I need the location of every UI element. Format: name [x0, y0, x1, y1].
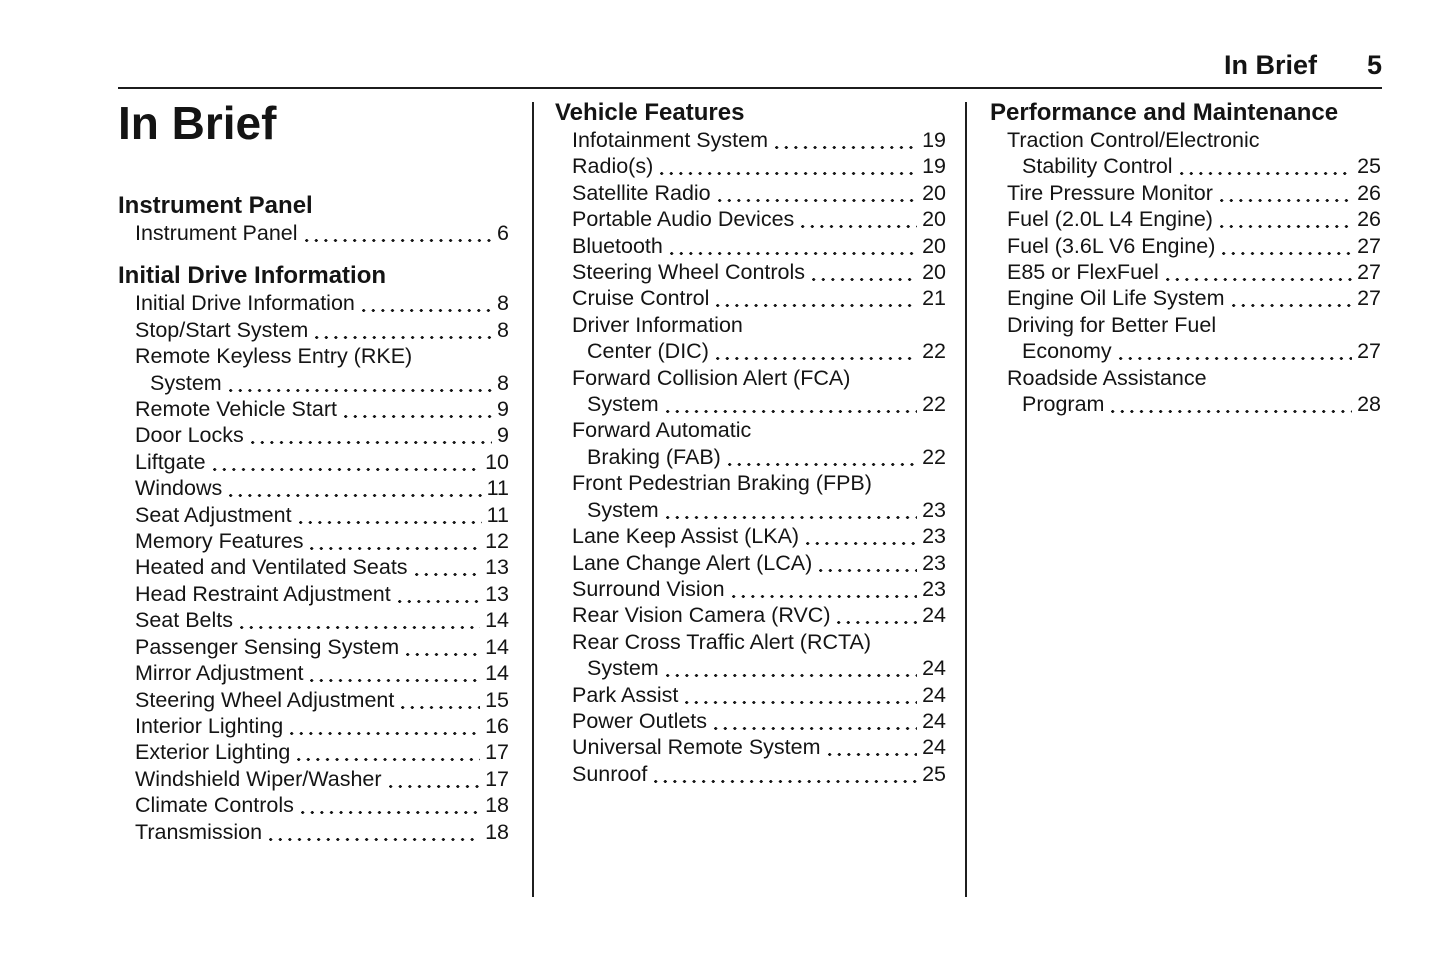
leader-dots: [213, 449, 481, 475]
toc-entry: [118, 634, 509, 660]
toc-entry-continuation: [135, 370, 509, 396]
toc-entry: [555, 285, 946, 311]
toc-section: [118, 192, 509, 246]
toc-entry-label: Door Locks: [135, 423, 244, 448]
toc-entry-page: 24: [922, 708, 946, 733]
toc-entry-label: Fuel (3.6L V6 Engine): [1007, 233, 1216, 258]
toc-entry: [555, 233, 946, 259]
toc-entry: [555, 708, 946, 734]
leader-dots: [685, 682, 917, 708]
leader-dots: [728, 444, 917, 470]
toc-entry-label: Forward Automatic: [572, 418, 752, 443]
toc-entry-label: Heated and Ventilated Seats: [135, 555, 408, 580]
toc-entry: [118, 819, 509, 845]
toc-entry-label: Seat Belts: [135, 608, 233, 633]
toc-entry-page: 18: [485, 793, 509, 818]
toc-entry-page: 26: [1357, 180, 1381, 205]
toc-entry-page: 9: [497, 397, 509, 422]
section-heading: Instrument Panel: [118, 192, 313, 219]
toc-entry: [118, 396, 509, 422]
toc-entry: [555, 312, 946, 365]
toc-entry-label: Forward Collision Alert (FCA): [572, 365, 851, 390]
toc-entry: [118, 554, 509, 580]
toc-entry: [990, 259, 1381, 285]
toc-entry-page: 24: [922, 603, 946, 628]
toc-entry-page: 8: [497, 317, 509, 342]
toc-entry-page: 23: [922, 497, 946, 522]
toc-entry: [555, 417, 946, 470]
toc-entry-continuation: [1007, 391, 1381, 417]
toc-entry: [555, 761, 946, 787]
leader-dots: [1111, 391, 1352, 417]
toc-entry-label: Seat Adjustment: [135, 502, 292, 527]
toc-entry-label: Traction Control/Electronic: [1007, 128, 1260, 152]
toc-entry-page: 16: [485, 713, 509, 738]
toc-entry-label: Infotainment System: [572, 128, 768, 152]
toc-entry-label: Steering Wheel Adjustment: [135, 687, 395, 712]
toc-entry-page: 21: [922, 286, 946, 311]
toc-entry-page: 11: [486, 476, 509, 501]
toc-entry-page: 6: [497, 221, 509, 245]
toc-entry: [118, 528, 509, 554]
toc-column-2: [555, 99, 946, 897]
toc-entry-page: 24: [922, 656, 946, 681]
toc-entry-page: 23: [922, 524, 946, 549]
toc-entry: [118, 317, 509, 343]
leader-dots: [299, 502, 482, 528]
leader-dots: [398, 581, 480, 607]
toc-entry: [555, 576, 946, 602]
toc-entry: [555, 602, 946, 628]
toc-entry-page: 13: [485, 555, 509, 580]
toc-entry-page: 8: [497, 370, 509, 395]
leader-dots: [240, 607, 480, 633]
toc-entry-continuation: [572, 391, 946, 417]
leader-dots: [406, 634, 480, 660]
toc-entry-label: Head Restraint Adjustment: [135, 581, 391, 606]
toc-entry-label: Windows: [135, 476, 223, 501]
toc-entry-label: Driver Information: [572, 312, 743, 337]
leader-dots: [315, 317, 492, 343]
toc-entry-label: Stability Control: [1022, 154, 1173, 179]
leader-dots: [389, 766, 481, 792]
leader-dots: [666, 655, 917, 681]
toc-entry-label: Portable Audio Devices: [572, 207, 795, 232]
toc-entry: [555, 629, 946, 682]
section-heading: Initial Drive Information: [118, 262, 387, 290]
toc-entry-label: Interior Lighting: [135, 713, 284, 738]
leader-dots: [251, 422, 492, 448]
toc-entry-page: 17: [485, 766, 509, 791]
toc-entry-label: Center (DIC): [587, 339, 709, 364]
toc-entry-page: 19: [922, 154, 946, 179]
toc-entry-label: Mirror Adjustment: [135, 661, 304, 686]
toc-entry-label: Engine Oil Life System: [1007, 286, 1225, 311]
toc-entry-label: Bluetooth: [572, 233, 663, 258]
toc-entry-page: 25: [1357, 154, 1381, 179]
toc-entry: [118, 766, 509, 792]
toc-entry-page: 20: [922, 180, 946, 205]
leader-dots: [714, 708, 917, 734]
leader-dots: [310, 660, 480, 686]
toc-entry: [990, 233, 1381, 259]
toc-entry-page: 20: [922, 260, 946, 285]
leader-dots: [229, 370, 492, 396]
toc-entry: [990, 285, 1381, 311]
leader-dots: [1119, 338, 1352, 364]
manual-page: [118, 0, 1382, 897]
toc-entry: [118, 220, 509, 246]
toc-section: [555, 99, 946, 787]
leader-dots: [666, 391, 917, 417]
toc-entry-label: Rear Cross Traffic Alert (RCTA): [572, 629, 872, 654]
leader-dots: [819, 550, 917, 576]
toc-entry-page: 12: [485, 529, 509, 554]
leader-dots: [1180, 153, 1353, 179]
leader-dots: [310, 528, 480, 554]
toc-entry-page: 22: [922, 392, 946, 417]
toc-entry: [555, 127, 946, 153]
toc-entry-label: Stop/Start System: [135, 317, 309, 342]
column-divider: [965, 102, 967, 897]
toc-entry-page: 14: [485, 634, 509, 659]
leader-dots: [828, 734, 918, 760]
leader-dots: [401, 687, 480, 713]
toc-entry-continuation: [572, 444, 946, 470]
toc-entry-page: 14: [485, 661, 509, 686]
toc-entry: [118, 739, 509, 765]
leader-dots: [812, 259, 917, 285]
toc-entry: [555, 470, 946, 523]
toc-entry-page: 13: [485, 581, 509, 606]
leader-dots: [362, 290, 492, 316]
toc-entry-page: 27: [1357, 260, 1381, 285]
toc-entry-page: 27: [1357, 286, 1381, 311]
toc-entry-label: Remote Keyless Entry (RKE): [135, 344, 413, 369]
section-heading: Vehicle Features: [555, 99, 745, 126]
toc-entry-label: Passenger Sensing System: [135, 634, 400, 659]
toc-entry-page: 26: [1357, 207, 1381, 232]
toc-entry: [118, 422, 509, 448]
toc-entry-page: 27: [1357, 339, 1381, 364]
toc-entry-label: Tire Pressure Monitor: [1007, 180, 1213, 205]
toc-entry-label: Radio(s): [572, 154, 654, 179]
toc-entry: [555, 523, 946, 549]
toc-entry: [118, 687, 509, 713]
toc-column-1: [118, 99, 509, 897]
leader-dots: [670, 233, 917, 259]
toc-entry-label: Program: [1022, 392, 1105, 417]
toc-entry: [555, 206, 946, 232]
toc-entry-label: System: [587, 392, 659, 417]
toc-entry: [118, 449, 509, 475]
toc-entry-page: 15: [485, 687, 509, 712]
toc-entry-label: Surround Vision: [572, 576, 725, 601]
toc-entry-page: 11: [486, 502, 509, 527]
toc-entry-label: Exterior Lighting: [135, 740, 291, 765]
toc-entry-label: Rear Vision Camera (RVC): [572, 603, 831, 628]
toc-entry-label: Fuel (2.0L L4 Engine): [1007, 207, 1213, 232]
toc-entry: [118, 713, 509, 739]
toc-entry-label: Braking (FAB): [587, 444, 721, 469]
toc-section: [990, 99, 1381, 417]
toc-entry: [555, 153, 946, 179]
toc-entry-page: 20: [922, 233, 946, 258]
header-section-label: In Brief: [1223, 50, 1317, 80]
column-divider: [532, 102, 534, 897]
toc-entry: [555, 180, 946, 206]
leader-dots: [775, 127, 917, 153]
toc-entry-page: 28: [1357, 392, 1381, 417]
leader-dots: [290, 713, 480, 739]
toc-entry: [555, 550, 946, 576]
toc-entry-page: 8: [497, 291, 509, 316]
toc-entry-page: 25: [922, 761, 946, 786]
toc-entry-continuation: [572, 497, 946, 523]
toc-entry: [990, 312, 1381, 365]
toc-entry-page: 9: [497, 423, 509, 448]
leader-dots: [1166, 259, 1352, 285]
toc-entry-label: Liftgate: [135, 449, 206, 474]
leader-dots: [297, 739, 480, 765]
toc-column-3: [990, 99, 1381, 897]
toc-entry: [118, 581, 509, 607]
toc-entry: [118, 792, 509, 818]
toc-entry-label: Initial Drive Information: [135, 291, 355, 316]
toc-entry: [118, 290, 509, 316]
leader-dots: [269, 819, 480, 845]
toc-entry-page: 27: [1357, 233, 1381, 258]
toc-section: [118, 262, 509, 845]
toc-entry-label: Power Outlets: [572, 708, 708, 733]
leader-dots: [666, 497, 917, 523]
toc-entry-label: Memory Features: [135, 529, 304, 554]
toc-content: [118, 99, 1382, 897]
toc-entry-continuation: [1007, 153, 1381, 179]
leader-dots: [229, 475, 481, 501]
toc-entry-label: System: [150, 370, 222, 395]
toc-entry-label: Economy: [1022, 339, 1112, 364]
toc-entry-label: Steering Wheel Controls: [572, 260, 806, 285]
toc-entry: [118, 475, 509, 501]
toc-entry-page: 10: [485, 449, 509, 474]
toc-entry-label: Universal Remote System: [572, 735, 821, 760]
page-title: In Brief: [118, 97, 277, 149]
leader-dots: [654, 761, 917, 787]
toc-entry-label: Sunroof: [572, 761, 648, 786]
toc-entry: [555, 734, 946, 760]
toc-entry: [990, 127, 1381, 180]
leader-dots: [801, 206, 917, 232]
leader-dots: [806, 523, 917, 549]
section-heading: Performance and Maintenance: [990, 99, 1339, 126]
toc-entry-page: 14: [485, 608, 509, 633]
toc-entry-continuation: [1007, 338, 1381, 364]
toc-entry: [990, 365, 1381, 418]
toc-entry: [118, 660, 509, 686]
toc-entry-label: Roadside Assistance: [1007, 365, 1207, 390]
toc-entry: [118, 343, 509, 396]
toc-entry-page: 22: [922, 444, 946, 469]
toc-entry-label: Driving for Better Fuel: [1007, 312, 1217, 337]
toc-entry-label: System: [587, 656, 659, 681]
toc-entry-label: Cruise Control: [572, 286, 710, 311]
leader-dots: [732, 576, 917, 602]
toc-entry-label: Transmission: [135, 819, 263, 844]
leader-dots: [344, 396, 492, 422]
toc-entry-label: Park Assist: [572, 682, 679, 707]
toc-entry-label: Lane Change Alert (LCA): [572, 550, 813, 575]
header-page-number: 5: [1366, 50, 1382, 80]
toc-entry: [118, 607, 509, 633]
toc-entry-label: Remote Vehicle Start: [135, 397, 337, 422]
toc-entry: [118, 502, 509, 528]
toc-entry: [555, 682, 946, 708]
toc-entry-label: E85 or FlexFuel: [1007, 260, 1159, 285]
leader-dots: [305, 220, 493, 246]
toc-entry-page: 23: [922, 576, 946, 601]
toc-entry-page: 19: [922, 128, 946, 152]
toc-entry-label: Lane Keep Assist (LKA): [572, 524, 800, 549]
running-header: [118, 0, 1382, 89]
leader-dots: [415, 554, 481, 580]
toc-entry-label: Windshield Wiper/Washer: [135, 766, 382, 791]
leader-dots: [1220, 206, 1352, 232]
toc-entry-label: Climate Controls: [135, 793, 294, 818]
leader-dots: [660, 153, 917, 179]
leader-dots: [837, 602, 917, 628]
toc-entry-continuation: [572, 338, 946, 364]
toc-entry: [990, 180, 1381, 206]
leader-dots: [301, 792, 480, 818]
leader-dots: [716, 338, 917, 364]
toc-entry-page: 20: [922, 207, 946, 232]
leader-dots: [1220, 180, 1352, 206]
toc-entry-label: System: [587, 497, 659, 522]
toc-entry-label: Instrument Panel: [135, 221, 298, 245]
toc-entry-label: Front Pedestrian Braking (FPB): [572, 471, 872, 496]
toc-entry-page: 24: [922, 682, 946, 707]
toc-entry: [990, 206, 1381, 232]
toc-entry-page: 23: [922, 550, 946, 575]
toc-entry-label: Satellite Radio: [572, 180, 711, 205]
toc-entry-continuation: [572, 655, 946, 681]
toc-entry-page: 22: [922, 339, 946, 364]
toc-entry: [555, 259, 946, 285]
leader-dots: [716, 285, 917, 311]
toc-entry-page: 24: [922, 735, 946, 760]
leader-dots: [718, 180, 917, 206]
leader-dots: [1222, 233, 1352, 259]
leader-dots: [1232, 285, 1353, 311]
toc-entry-page: 18: [485, 819, 509, 844]
toc-entry: [555, 365, 946, 418]
toc-entry-page: 17: [485, 740, 509, 765]
